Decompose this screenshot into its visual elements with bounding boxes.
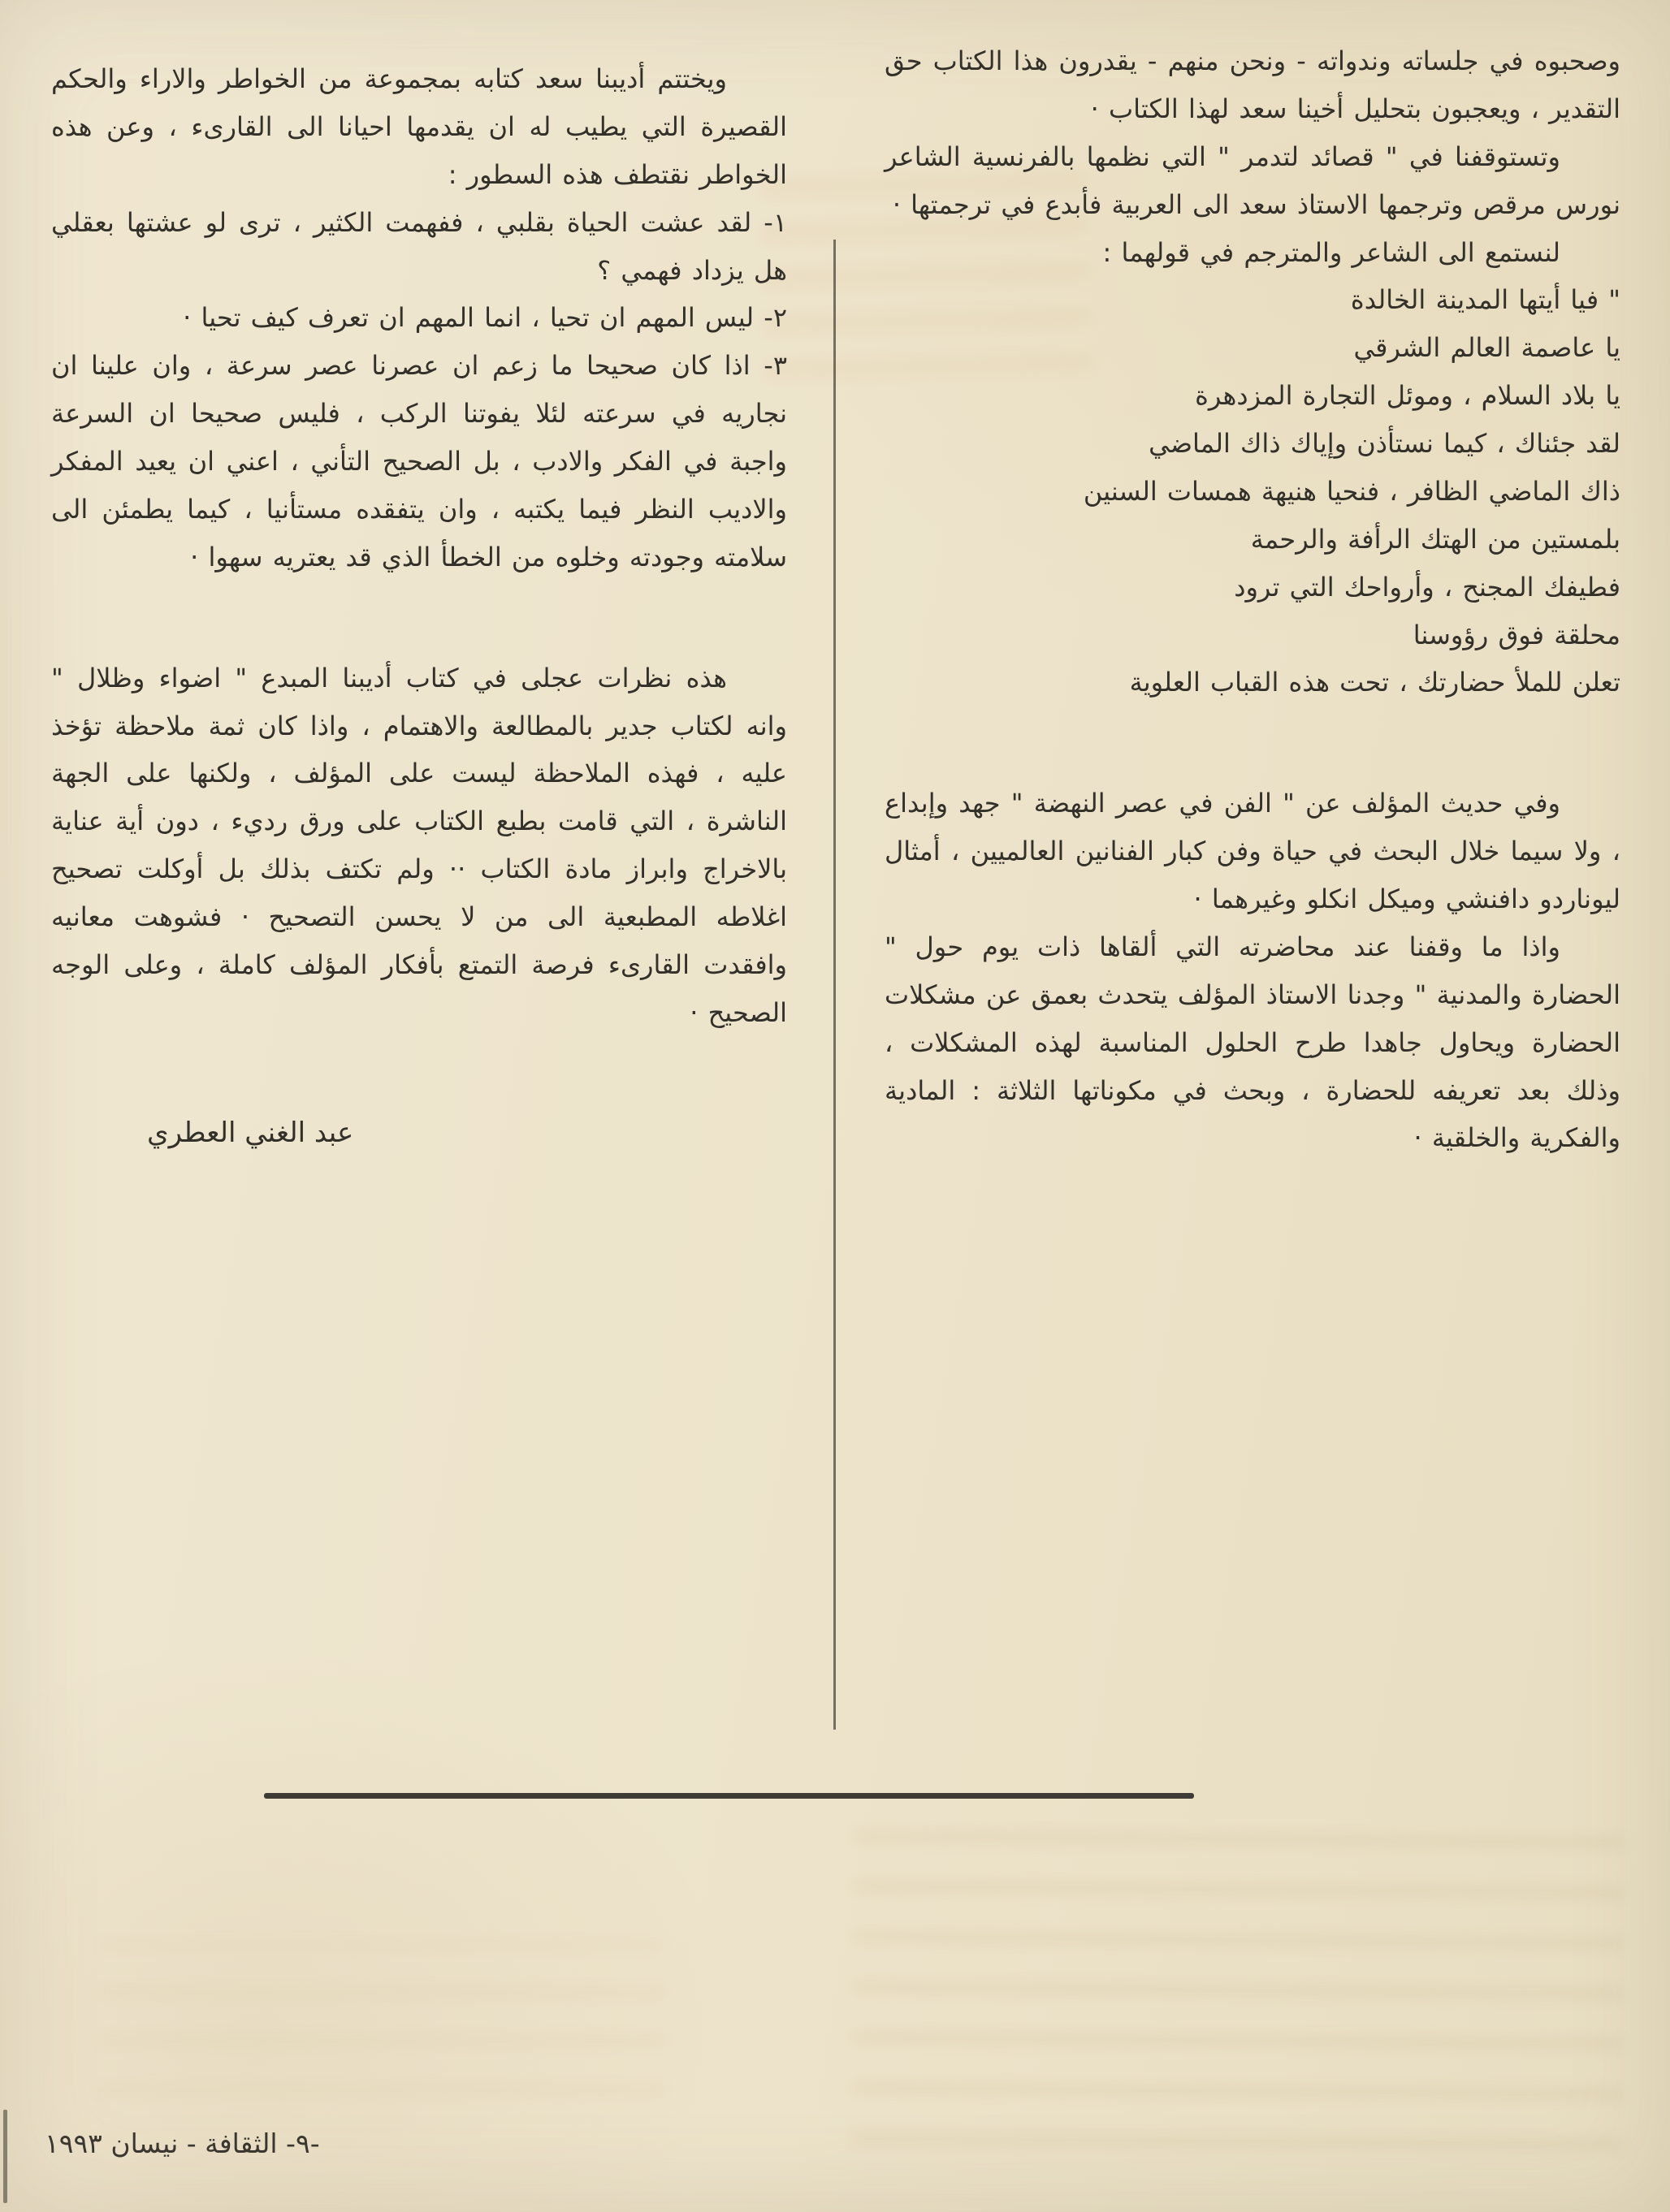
article-end-rule bbox=[264, 1793, 1194, 1799]
showthrough-ghost bbox=[851, 1795, 1626, 2151]
paragraph: ٢- ليس المهم ان تحيا ، انما المهم ان تعرف كيف تحيا · bbox=[183, 302, 787, 334]
paragraph: ١- لقد عشت الحياة بقلبي ، ففهمت الكثير ، ترى لو عشتها بعقلي هل يزداد فهمي ؟ bbox=[51, 206, 787, 286]
paragraph: ٣- اذا كان صحيحا ما زعم ان عصرنا عصر سرعة ، وان علينا ان نجاريه في سرعته لئلا يفوتنا الركب ، فليس صحيحا ان السرعة واجبة في الفكر والادب ، بل الصحيح التأني ، اعني ان يعيد المفكر والاديب النظر فيما يكتبه ، وان يتفقده مستأنيا ، كيما يطمئن الى سلامته وجودته وخلوه من الخطأ الذي قد يعتريه سهوا · bbox=[51, 350, 787, 572]
author-signature: عبد الغني العطري bbox=[147, 1116, 354, 1149]
poem-line: تعلن للملأ حضارتك ، تحت هذه القباب العلوية bbox=[1129, 667, 1620, 698]
footer-text: -٩- الثقافة - نيسان ١٩٩٣ bbox=[45, 2128, 320, 2159]
poem-line: يا بلاد السلام ، وموئل التجارة المزدهرة bbox=[1195, 380, 1620, 412]
paragraph: وتستوقفنا في " قصائد لتدمر " التي نظمها بالفرنسية الشاعر نورس مرقص وترجمها الاستاذ سعد الى العربية فأبدع في ترجمتها · bbox=[885, 140, 1620, 220]
column-divider-rule bbox=[833, 240, 836, 1730]
paragraph: وصحبوه في جلساته وندواته - ونحن منهم - يقدرون هذا الكتاب حق التقدير ، ويعجبون بتحليل أخينا سعد لهذا الكتاب · bbox=[885, 45, 1620, 124]
poem-line: يا عاصمة العالم الشرقي bbox=[1353, 332, 1620, 364]
paragraph: ويختتم أديبنا سعد كتابه بمجموعة من الخواطر والاراء والحكم القصيرة التي يطيب له ان يقدمها احيانا الى القارىء ، وعن هذه الخواطر نقتطف هذه السطور : bbox=[51, 63, 787, 190]
paragraph: وفي حديث المؤلف عن " الفن في عصر النهضة " جهد وإبداع ، ولا سيما خلال البحث في حياة وفن كبار الفنانين العالميين ، أمثال ليوناردو دافنشي وميكل انكلو وغيرهما · bbox=[885, 788, 1620, 914]
poem-line: محلقة فوق رؤوسنا bbox=[1413, 619, 1620, 650]
page-columns bbox=[51, 37, 1620, 1162]
paragraph: هذه نظرات عجلى في كتاب أديبنا المبدع " اضواء وظلال " وانه لكتاب جدير بالمطالعة والاهتمام ، واذا كان ثمة ملاحظة تؤخذ عليه ، فهذه الملاحظة ليست على المؤلف ، ولكنها على الجهة الناشرة ، التي قامت بطبع الكتاب على ورق رديء ، دون أية عناية بالاخراج وابراز مادة الكتاب ·· ولم تكتف بذلك بل أوكلت تصحيح اغلاطه المطبعية الى من لا يحسن التصحيح · فشوهت معانيه وافقدت القارىء فرصة التمتع بأفكار المؤلف كاملة ، وعلى الوجه الصحيح · bbox=[51, 662, 787, 1028]
poem-line: لقد جئناك ، كيما نستأذن وإياك ذاك الماضي bbox=[1149, 428, 1620, 459]
paragraph: لنستمع الى الشاعر والمترجم في قولهما : bbox=[1102, 236, 1560, 268]
poem-line: ذاك الماضي الظافر ، فنحيا هنيهة همسات السنين bbox=[1083, 475, 1620, 507]
poem-line: " فيا أيتها المدينة الخالدة bbox=[1350, 284, 1620, 316]
page-footer bbox=[45, 2128, 320, 2159]
left-column bbox=[51, 37, 787, 1162]
scan-edge-mark bbox=[3, 2110, 7, 2203]
poem-line: فطيفك المجنح ، وأرواحك التي ترود bbox=[1234, 571, 1620, 603]
right-column bbox=[885, 37, 1620, 1162]
paragraph: واذا ما وقفنا عند محاضرته التي ألقاها ذات يوم حول " الحضارة والمدنية " وجدنا الاستاذ المؤلف يتحدث بعمق عن مشكلات الحضارة ويحاول جاهدا طرح الحلول المناسبة لهذه المشكلات ، وذلك بعد تعريفه للحضارة ، وبحث في مكوناتها الثلاثة : المادية والفكرية والخلقية · bbox=[885, 931, 1620, 1154]
poem-line: بلمستين من الهتك الرأفة والرحمة bbox=[1250, 523, 1620, 555]
showthrough-ghost bbox=[97, 1941, 666, 2095]
